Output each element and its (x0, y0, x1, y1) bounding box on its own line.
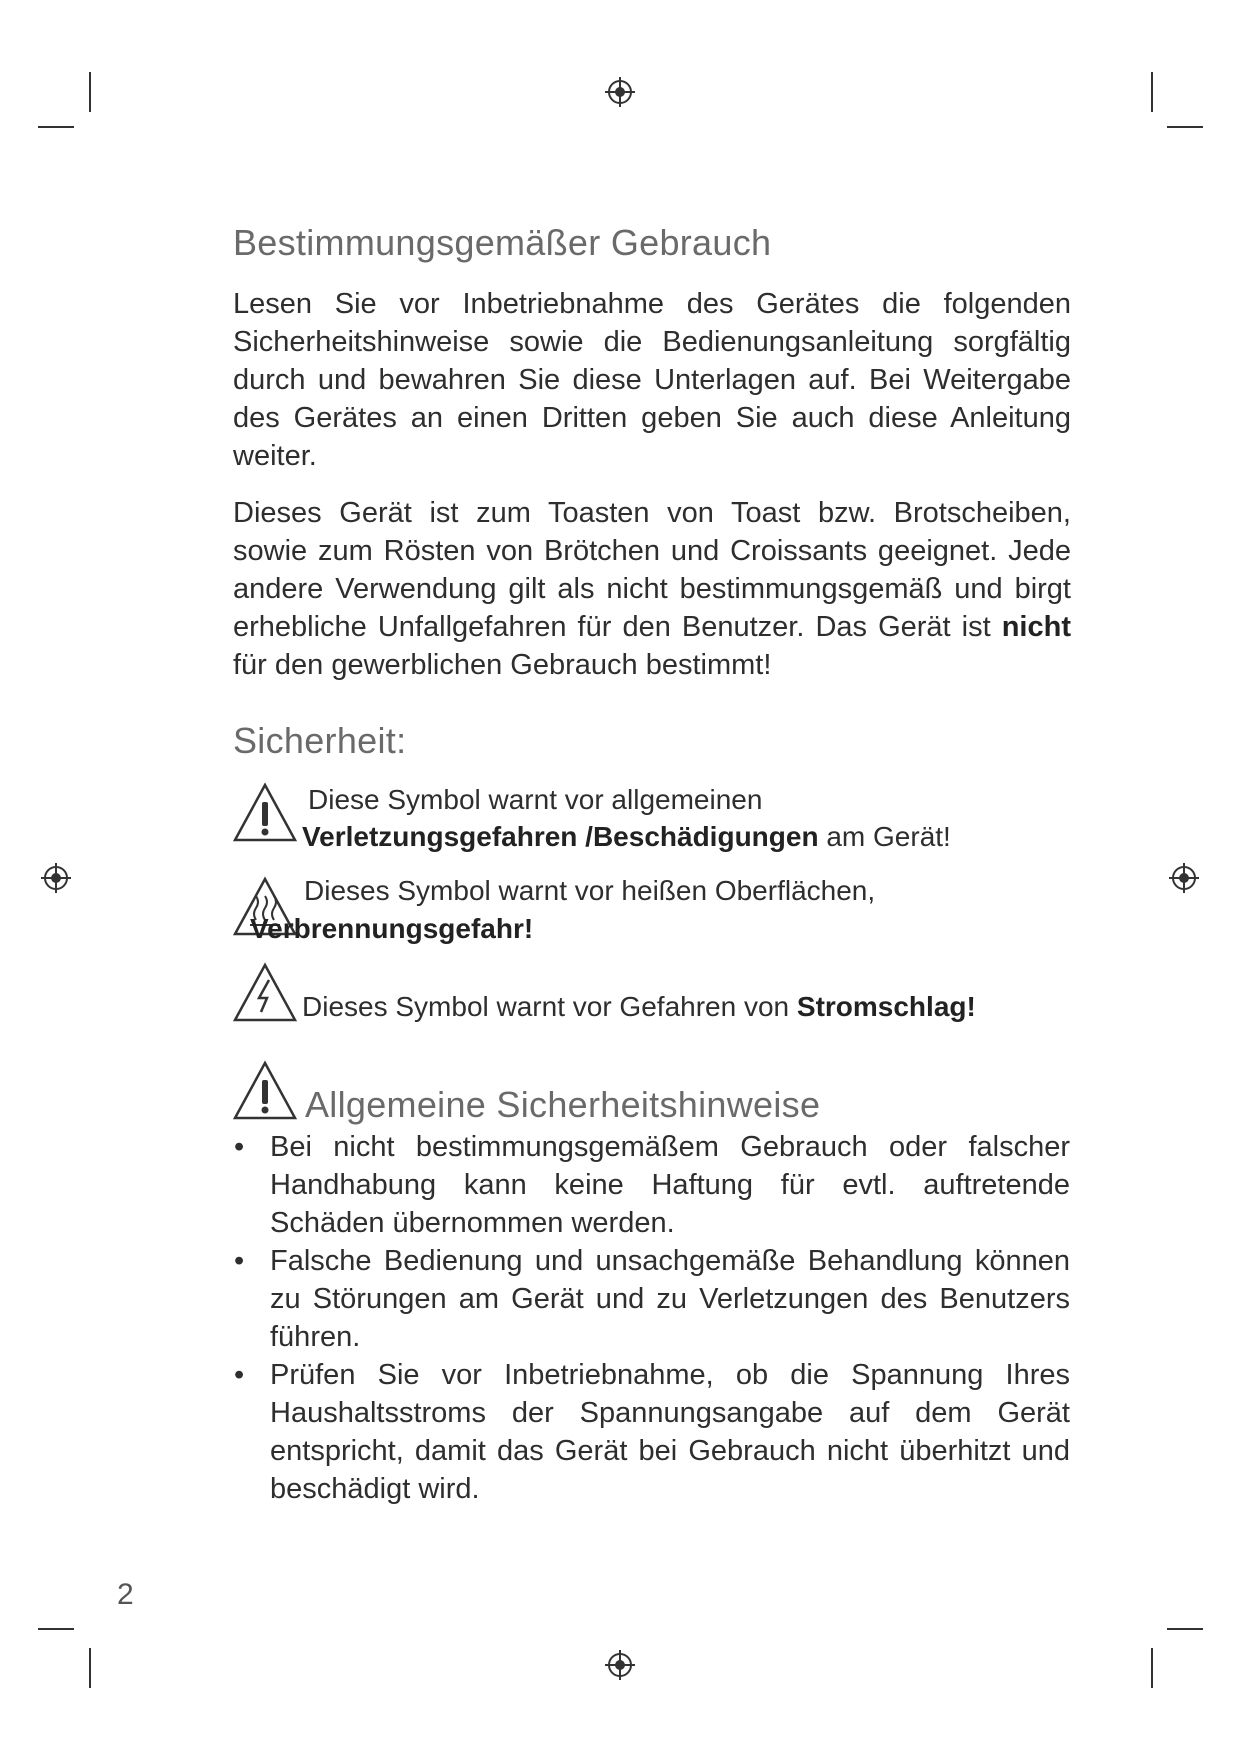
crop-mark-bottom-right-h (1167, 1628, 1203, 1630)
crop-mark-bottom-right-v (1151, 1648, 1153, 1688)
crop-mark-bottom-left-v (89, 1648, 91, 1688)
para2-text-start: Dieses Gerät ist zum Toasten von Toast bzw. Brotscheiben, sowie zum Rösten von Brötchen und Croissants geeignet. Jede andere Verwendung gilt als nicht bestimmungsgemäß und birgt erhebliche Unfallgefahren für den Benutzer. Das Gerät ist (233, 497, 1071, 643)
symbol-2-line-2 (250, 910, 533, 947)
section-title-safety: Sicherheit: (233, 720, 407, 761)
crop-mark-top-left-v (89, 72, 91, 112)
bullet-dot: • (234, 1359, 245, 1391)
warning-exclamation-icon (232, 1060, 298, 1122)
list-item-text: Bei nicht bestimmungsgemäßem Gebrauch oder falscher Handhabung kann keine Haftung für evtl. auftretende Schäden übernommen werden. (270, 1131, 1070, 1239)
crop-mark-top-left-h (38, 126, 74, 128)
symbol-1-bold: Verletzungsgefahren /Beschädigungen (302, 821, 819, 852)
warning-exclamation-icon (232, 782, 298, 844)
registration-mark-icon (39, 861, 73, 895)
intended-use-paragraph-2 (233, 494, 1071, 684)
registration-mark-icon (603, 75, 637, 109)
intended-use-paragraph-1: Lesen Sie vor Inbetriebnahme des Gerätes die folgenden Sicherheitshinweise sowie die Bedienungsanleitung sorgfältig durch und bewahren Sie diese Unterlagen auf. Bei Weitergabe des Gerätes an einen Dritten geben Sie auch diese Anleitung weiter. (233, 288, 1071, 472)
list-item-text: Falsche Bedienung und unsachgemäße Behandlung können zu Störungen am Gerät und zu Verletzungen des Benutzers führen. (270, 1245, 1070, 1353)
bullet-dot: • (234, 1131, 245, 1163)
registration-mark-icon (603, 1648, 637, 1682)
list-item-text: Prüfen Sie vor Inbetriebnahme, ob die Spannung Ihres Haushaltsstroms der Spannungsangabe auf dem Gerät entspricht, damit das Gerät bei Gebrauch nicht überhitzt und beschädigt wird. (270, 1359, 1070, 1505)
crop-mark-top-right-v (1151, 72, 1153, 112)
symbol-1-after: am Gerät! (818, 821, 951, 852)
para2-text-end: für den gewerblichen Gebrauch bestimmt! (233, 649, 772, 681)
registration-mark-icon (1167, 861, 1201, 895)
symbol-2-bold: Verbrennungsgefahr! (250, 913, 534, 944)
crop-mark-bottom-left-h (38, 1628, 74, 1630)
list-item (234, 1356, 1070, 1508)
crop-mark-top-right-h (1167, 126, 1203, 128)
list-item (234, 1128, 1070, 1242)
symbol-2-line-1: Dieses Symbol warnt vor heißen Oberflächen, (304, 875, 876, 906)
section-title-intended-use: Bestimmungsgemäßer Gebrauch (233, 222, 772, 263)
symbol-3-text: Dieses Symbol warnt vor Gefahren von (302, 991, 797, 1022)
list-item (234, 1242, 1070, 1356)
general-safety-list (234, 1128, 1070, 1508)
symbol-1-line-1: Diese Symbol warnt vor allgemeinen (308, 784, 763, 815)
symbol-3-line (302, 988, 976, 1025)
symbol-1-line-2 (302, 818, 951, 855)
para2-bold-not: nicht (1001, 611, 1071, 643)
symbol-3-bold: Stromschlag! (796, 991, 976, 1022)
electric-shock-icon (232, 962, 298, 1024)
bullet-dot: • (234, 1245, 245, 1277)
section-title-general-safety: Allgemeine Sicherheitshinweise (305, 1084, 821, 1125)
page-number: 2 (117, 1578, 134, 1611)
